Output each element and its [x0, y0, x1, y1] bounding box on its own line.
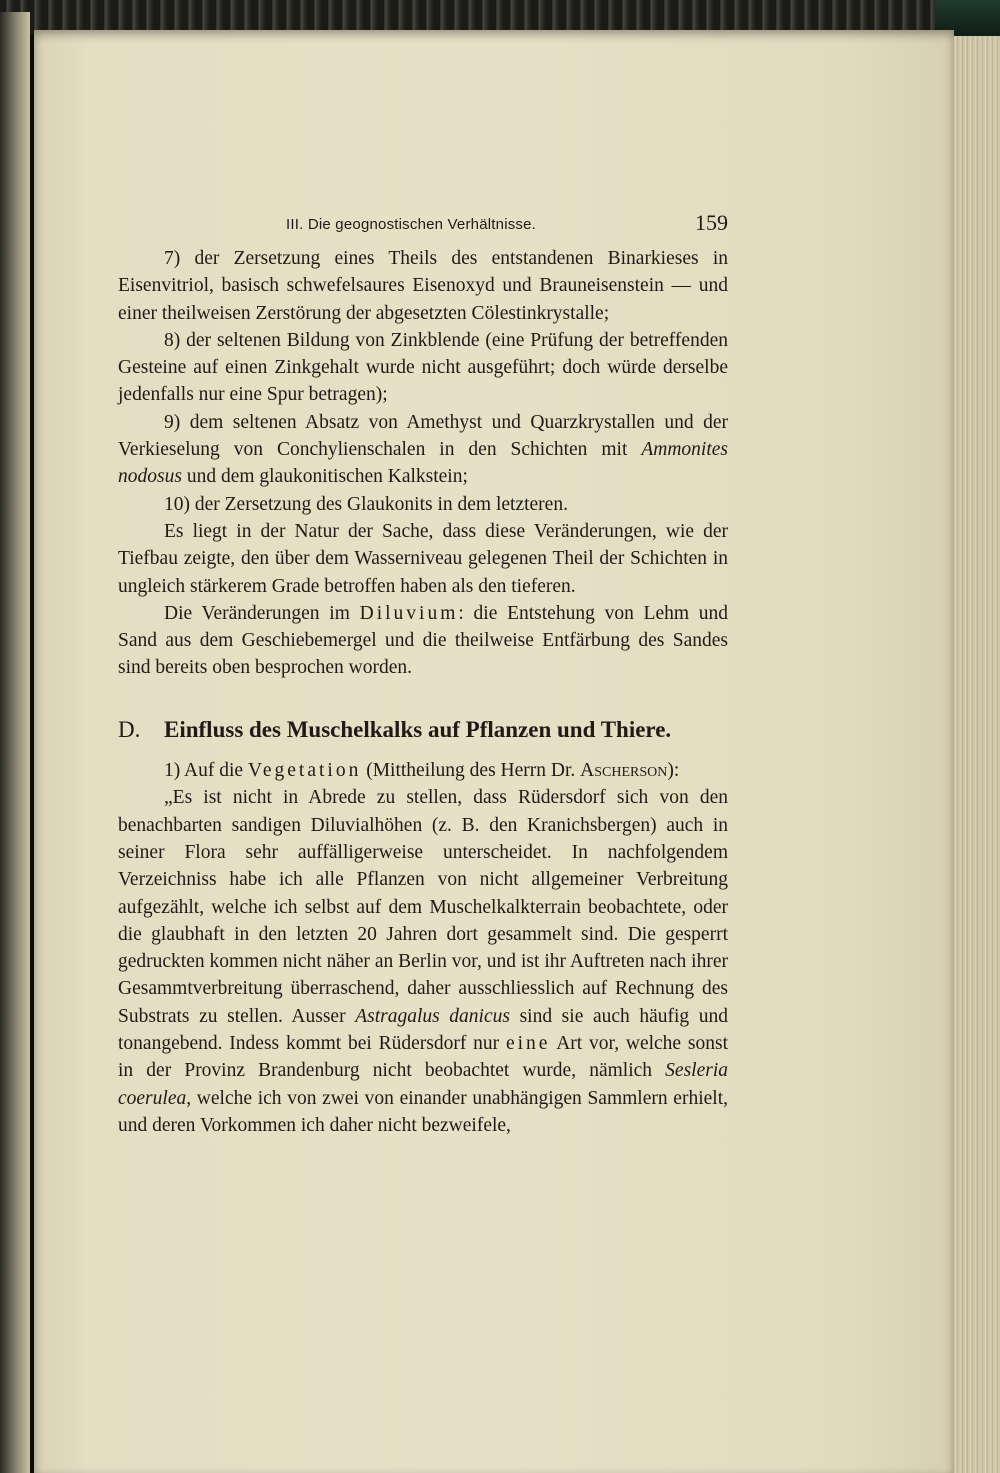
- vegetation-lead: 1) Auf die: [164, 760, 244, 782]
- quote-paragraph: [118, 784, 728, 1139]
- quote-part-3: Art vor, welche sonst in der Provinz Brandenburg nicht beobachtet wurde, nämlich: [118, 1033, 728, 1082]
- paragraph-9-start: 9) dem seltenen Absatz von Amethyst und Quarzkrystallen und der Verkieselung von Conchylienschalen in den Schichten mit: [118, 411, 728, 461]
- binding-shadow: [0, 12, 30, 1473]
- section-letter: D.: [118, 716, 141, 742]
- species-name-ammonites: Ammonites nodosus: [118, 439, 729, 488]
- diluvium-start: Die Veränderungen im: [164, 602, 350, 624]
- book-spine-edge: [0, 0, 1000, 34]
- paragraph-10: 10) der Zersetzung des Glaukonits in dem letzteren.: [164, 493, 568, 515]
- section-title: Einfluss des Muschelkalks auf Pflanzen und Thiere.: [164, 716, 672, 742]
- page-number: 159: [695, 210, 728, 235]
- diluvium-end: : die Entstehung von Lehm und Sand aus dem Geschiebemergel und die theilweise Entfärbung des Sandes sind bereits oben besprochen worden.: [118, 602, 729, 679]
- quote-spaced-word: eine: [505, 1033, 551, 1055]
- paragraph-9-end: und dem glaukonitischen Kalkstein;: [186, 466, 468, 488]
- vegetation-end: ):: [667, 760, 680, 782]
- running-title: III. Die geognostischen Verhältnisse.: [286, 216, 537, 233]
- species-name-sesleria: Sesleria coerulea: [118, 1060, 728, 1109]
- page-text: [118, 205, 728, 1139]
- quote-part-1: „Es ist nicht in Abrede zu stellen, dass Rüdersdorf sich von den benachbarten sandigen Diluvialhöhen (z. B. den Kranichsbergen) auch in seiner Flora sehr auffälligerweise unterscheidet. In nachfolgendem Verzeichniss habe ich alle Pflanzen von nicht allgemeiner Verbreitung aufgezählt, welche ich selbst auf dem Muschelkalkterrain beobachtete, oder die glaubhaft in den letzten 20 Jahren dort gesammelt sind. Die gesperrt gedruckten kommen nicht näher an Berlin vor, und ist ihr Auftreten nach ihrer Gesammtverbreitung überraschend, daher ausschliesslich auf Rechnung des Substrats zu stellen. Ausser: [118, 787, 728, 1027]
- quote-part-2: sind sie auch häufig und tonangebend. Indess kommt bei Rüdersdorf nur: [118, 1005, 729, 1055]
- species-name-astragalus: Astragalus danicus: [355, 1005, 510, 1027]
- author-name: Ascherson: [580, 760, 668, 782]
- paragraph-7: 7) der Zersetzung eines Theils des entstandenen Binarkieses in Eisenvitriol, basisch schwefelsaures Eisenoxyd und Brauneisenstein — und einer theilweisen Zerstörung der abgesetzten Cölestinkrystalle;: [118, 248, 728, 324]
- diluvium-spaced-word: Diluvium: [359, 602, 459, 624]
- paragraph-tiefbau: Es liegt in der Natur der Sache, dass diese Veränderungen, wie der Tiefbau zeigte, den über dem Wasserniveau gelegenen Theil der Schichten in ungleich stärkerem Grade betroffen haben als den tieferen.: [118, 520, 728, 597]
- running-header: [118, 205, 728, 245]
- paragraph-9: [118, 409, 728, 491]
- vegetation-mid: (Mittheilung des Herrn Dr.: [366, 760, 576, 782]
- page-stack-edges: [954, 36, 1000, 1473]
- vegetation-spaced-word: Vegetation: [247, 760, 362, 782]
- vegetation-intro: [118, 757, 728, 784]
- paragraph-diluvium: [118, 600, 728, 682]
- section-heading: [118, 716, 728, 743]
- paragraph-8: 8) der seltenen Bildung von Zinkblende (eine Prüfung der betreffenden Gesteine auf einen Zinkgehalt wurde nicht ausgeführt; doch würde derselbe jedenfalls nur eine Spur betragen);: [118, 329, 728, 406]
- quote-part-4: , welche ich von zwei von einander unabhängigen Sammlern erhielt, und deren Vorkommen ich daher nicht bezweifele,: [118, 1087, 728, 1136]
